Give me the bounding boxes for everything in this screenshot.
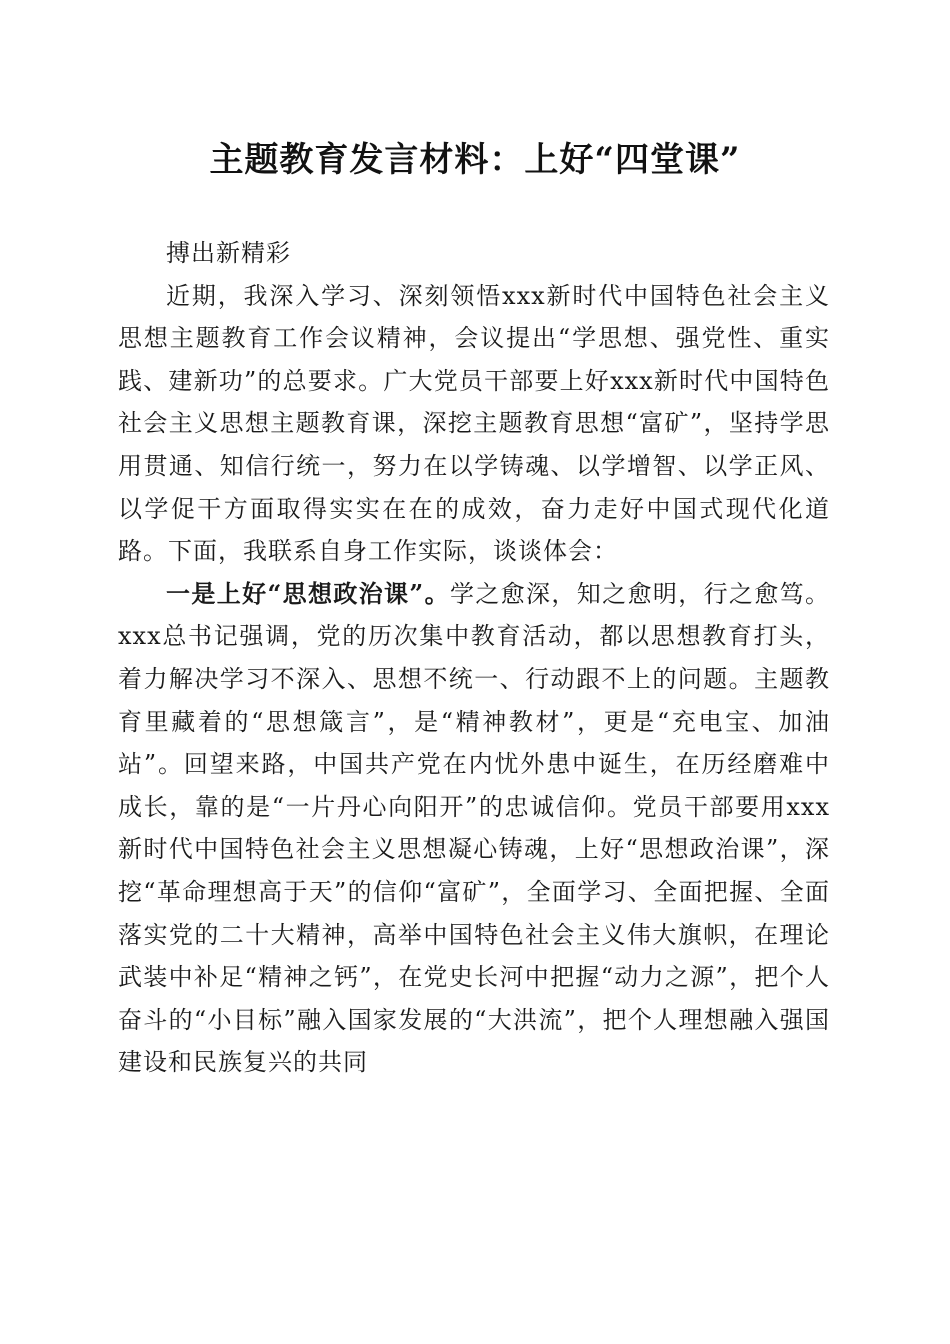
document-title: 主题教育发言材料：上好“四堂课” — [209, 140, 741, 180]
paragraph-point-one — [118, 573, 830, 1084]
document-subtitle: 搏出新精彩 — [166, 239, 291, 267]
document-body — [118, 232, 830, 1084]
paragraph-text: 近期，我深入学习、深刻领悟xxx新时代中国特色社会主义思想主题教育工作会议精神，会议提出“学思想、强党性、重实践、建新功”的总要求。广大党员干部要上好xxx新时代中国特色社会主义思想主题教育课，深挖主题教育思想“富矿”，坚持学思用贯通、知信行统一，努力在以学铸魂、以学增智、以学正风、以学促干方面取得实实在在的成效，奋力走好中国式现代化道路。下面，我联系自身工作实际，谈谈体会： — [118, 281, 830, 566]
paragraph-lead: 一是上好“思想政治课”。 — [166, 578, 450, 608]
paragraph-intro — [118, 275, 830, 573]
paragraph-text: 学之愈深，知之愈明，行之愈笃。xxx总书记强调，党的历次集中教育活动，都以思想教育打头，着力解决学习不深入、思想不统一、行动跟不上的问题。主题教育里藏着的“思想箴言”，是“精神教材”，更是“充电宝、加油站”。回望来路，中国共产党在内忧外患中诞生，在历经磨难中成长，靠的是“一片丹心向阳开”的忠诚信仰。党员干部要用xxx新时代中国特色社会主义思想凝心铸魂，上好“思想政治课”，深挖“革命理想高于天”的信仰“富矿”，全面学习、全面把握、全面落实党的二十大精神，高举中国特色社会主义伟大旗帜，在理论武装中补足“精神之钙”，在党史长河中把握“动力之源”，把个人奋斗的“小目标”融入国家发展的“大洪流”，把个人理想融入强国建设和民族复兴的共同 — [118, 579, 831, 1077]
